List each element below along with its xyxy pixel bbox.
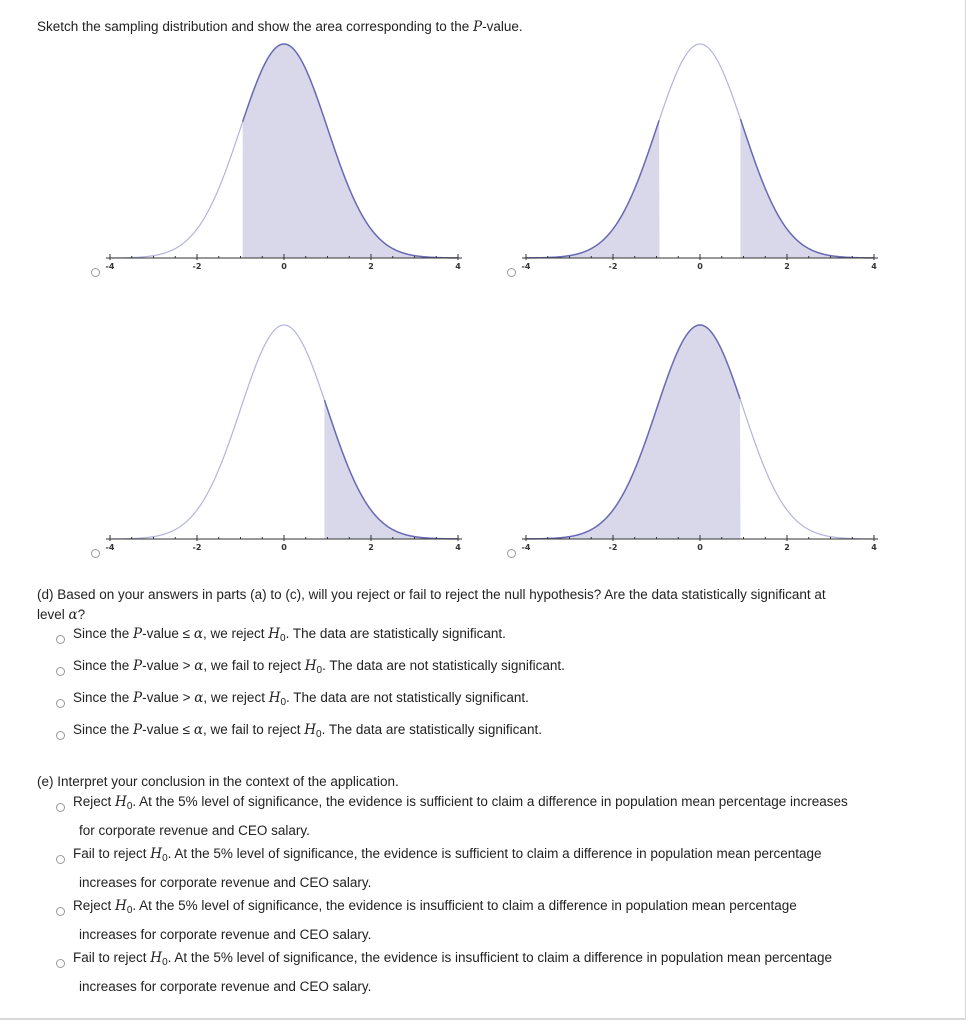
x-tick-label: -2 <box>608 543 618 552</box>
x-tick-label: 0 <box>281 262 287 271</box>
part-d-option-4-label[interactable]: Since the P-value ≤ α, we fail to reject $H_0$. The data are statistically significant. <box>73 722 542 740</box>
x-tick-label: 2 <box>368 543 374 552</box>
plot-option-2-radio[interactable] <box>507 268 516 277</box>
x-tick-label: 0 <box>697 262 703 271</box>
normal-curve-two-tail-shaded <box>508 40 908 280</box>
plot-option-4 <box>508 321 908 571</box>
x-tick-label: -2 <box>192 262 202 271</box>
part-e-option-4-label[interactable]: Fail to reject $H_0$. At the 5% level of significance, the evidence is insufficient to claim a difference in population mean percentage increases for corporate revenue and CEO salary. <box>73 950 833 994</box>
x-tick-label: -2 <box>192 543 202 552</box>
x-tick-label: 4 <box>455 543 461 552</box>
x-tick-label: 4 <box>871 543 877 552</box>
plot-option-3 <box>92 321 492 571</box>
part-d-option-2-radio[interactable] <box>56 667 65 676</box>
part-d-option-1-label[interactable]: Since the P-value ≤ α, we reject $H_0$. The data are statistically significant. <box>73 626 506 644</box>
shaded-region <box>243 44 458 258</box>
part-e-option-3-radio[interactable] <box>56 907 65 916</box>
part-e-option-2-label[interactable]: Fail to reject $H_0$. At the 5% level of significance, the evidence is sufficient to claim a difference in population mean percentage increases for corporate revenue and CEO salary. <box>73 846 822 890</box>
plot-option-4-radio[interactable] <box>507 549 516 558</box>
x-tick-label: 4 <box>455 262 461 271</box>
part-d-option-4-radio[interactable] <box>56 731 65 740</box>
shaded-region <box>740 119 874 258</box>
plot-option-1-radio[interactable] <box>91 268 100 277</box>
x-tick-label: 2 <box>784 262 790 271</box>
x-tick-label: -4 <box>521 262 531 271</box>
shaded-region <box>526 325 740 539</box>
x-tick-label: 4 <box>871 262 877 271</box>
part-d-option-2-label[interactable]: Since the P-value > α, we fail to reject $H_0$. The data are not statistically significant. <box>73 658 565 676</box>
plot-option-1 <box>92 40 492 290</box>
plot-option-2 <box>508 40 908 290</box>
density-curve <box>110 325 458 539</box>
part-e-question: (e) Interpret your conclusion in the context of the application. <box>37 774 399 789</box>
shaded-region <box>526 120 660 258</box>
x-tick-label: -4 <box>521 543 531 552</box>
part-d-question: (d) Based on your answers in parts (a) to (c), will you reject or fail to reject the null hypothesis? Are the data statistically significant at level α? <box>37 587 826 623</box>
x-tick-label: -2 <box>608 262 618 271</box>
shaded-region <box>324 400 458 539</box>
part-e-option-2-radio[interactable] <box>56 855 65 864</box>
normal-curve-right-tail-shaded <box>92 321 492 561</box>
x-tick-label: 0 <box>697 543 703 552</box>
part-e-option-1-radio[interactable] <box>56 803 65 812</box>
part-d-option-1-radio[interactable] <box>56 635 65 644</box>
plot-option-3-radio[interactable] <box>91 549 100 558</box>
part-e-option-4-radio[interactable] <box>56 959 65 968</box>
density-curve <box>526 44 874 258</box>
part-d-option-3-radio[interactable] <box>56 699 65 708</box>
part-e-option-1-label[interactable]: Reject $H_0$. At the 5% level of significance, the evidence is sufficient to claim a difference in population mean percentage increases for corporate revenue and CEO salary. <box>73 794 848 838</box>
sketch-prompt: Sketch the sampling distribution and show the area corresponding to the P-value. <box>37 19 523 35</box>
x-tick-label: -4 <box>105 262 115 271</box>
normal-curve-left-tail-shaded <box>508 321 908 561</box>
part-d-option-3-label[interactable]: Since the P-value > α, we reject $H_0$. The data are not statistically significant. <box>73 690 529 708</box>
part-e-option-3-label[interactable]: Reject $H_0$. At the 5% level of significance, the evidence is insufficient to claim a difference in population mean percentage increases for corporate revenue and CEO salary. <box>73 898 797 942</box>
x-tick-label: -4 <box>105 543 115 552</box>
x-tick-label: 2 <box>784 543 790 552</box>
x-tick-label: 2 <box>368 262 374 271</box>
normal-curve-middle-shaded <box>92 40 492 280</box>
x-tick-label: 0 <box>281 543 287 552</box>
